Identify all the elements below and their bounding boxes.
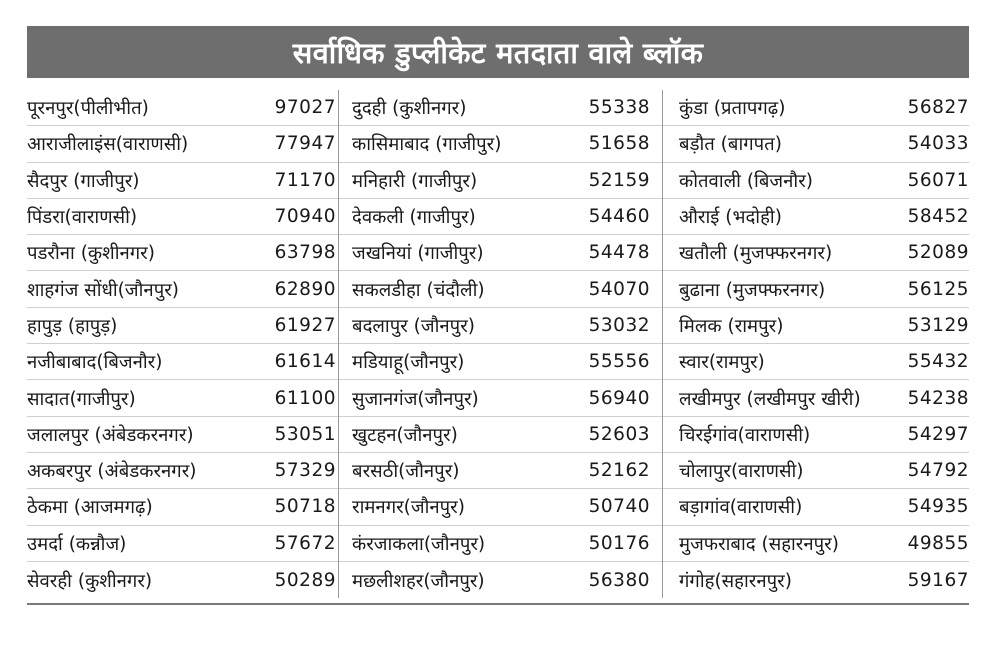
block-name: चोलापुर(वाराणसी) [679, 461, 804, 483]
duplicate-voter-count: 70940 [274, 206, 336, 228]
table-row [663, 562, 969, 598]
table-row [663, 417, 969, 453]
table-row [27, 344, 338, 380]
duplicate-voter-count: 59167 [907, 569, 969, 591]
block-name: बरसठी(जौनपुर) [352, 461, 460, 483]
duplicate-voter-count: 62890 [274, 278, 336, 300]
block-name: सुजानगंज(जौनपुर) [352, 388, 479, 410]
table-row [339, 344, 662, 380]
duplicate-voter-count: 97027 [274, 97, 336, 119]
block-name: आराजीलाइंस(वाराणसी) [27, 134, 189, 156]
block-name: मछलीशहर(जौनपुर) [352, 570, 485, 592]
duplicate-voter-count: 56125 [907, 278, 969, 300]
duplicate-voter-count: 53051 [274, 423, 336, 445]
table-row [339, 417, 662, 453]
table-title: सर्वाधिक डुप्लीकेट मतदाता वाले ब्लॉक [27, 26, 969, 78]
block-name: दुदही (कुशीनगर) [352, 98, 467, 120]
table-row [339, 380, 662, 416]
table-row [339, 90, 662, 126]
duplicate-voter-count: 50740 [588, 496, 650, 518]
block-name: शाहगंज सोंधी(जौनपुर) [27, 279, 179, 301]
duplicate-voter-count: 61100 [274, 387, 336, 409]
block-name: ठेकमा (आजमगढ़) [27, 497, 153, 519]
duplicate-voter-count: 56940 [588, 387, 650, 409]
table-row [27, 199, 338, 235]
table-row [339, 235, 662, 271]
table-row [339, 271, 662, 307]
table-row [663, 163, 969, 199]
table-row [27, 380, 338, 416]
table-row [663, 453, 969, 489]
column-3 [662, 90, 969, 598]
block-name: कोतवाली (बिजनौर) [679, 170, 813, 192]
duplicate-voter-count: 50718 [274, 496, 336, 518]
block-name: मडियाहू(जौनपुर) [352, 352, 465, 374]
duplicate-voter-count: 57329 [274, 460, 336, 482]
block-name: रामनगर(जौनपुर) [352, 497, 465, 519]
duplicate-voter-count: 54478 [588, 242, 650, 264]
duplicate-voter-count: 51658 [588, 133, 650, 155]
duplicate-voter-count: 53032 [588, 314, 650, 336]
block-name: बुढाना (मुजफ्फरनगर) [679, 279, 826, 301]
duplicate-voter-count: 61614 [274, 351, 336, 373]
table-row [27, 489, 338, 525]
block-name: नजीबाबाद(बिजनौर) [27, 352, 163, 374]
block-name: पिंडरा(वाराणसी) [27, 207, 138, 229]
table-row [339, 199, 662, 235]
table-row [27, 235, 338, 271]
block-name: मिलक (रामपुर) [679, 315, 784, 337]
block-name: चिरईगांव(वाराणसी) [679, 424, 811, 446]
duplicate-voter-count: 55556 [588, 351, 650, 373]
duplicate-voter-count: 50289 [274, 569, 336, 591]
duplicate-voter-count: 54935 [907, 496, 969, 518]
table-row [27, 453, 338, 489]
bottom-divider [27, 603, 969, 605]
duplicate-voter-count: 55338 [588, 97, 650, 119]
block-name: कंरजाकला(जौनपुर) [352, 533, 486, 555]
block-name: सकलडीहा (चंदौली) [352, 279, 485, 301]
block-name: कुंडा (प्रतापगढ़) [679, 98, 786, 120]
block-name: सादात(गाजीपुर) [27, 388, 136, 410]
block-name: उमर्दा (कन्नौज) [27, 533, 127, 555]
table-row [663, 90, 969, 126]
table-row [27, 562, 338, 598]
column-2 [338, 90, 662, 598]
blocks-table [27, 90, 969, 598]
table-row [27, 163, 338, 199]
duplicate-voter-count: 50176 [588, 532, 650, 554]
duplicate-voter-count: 55432 [907, 351, 969, 373]
table-row [663, 308, 969, 344]
duplicate-voter-count: 56827 [907, 97, 969, 119]
block-name: बड़ागांव(वाराणसी) [679, 497, 803, 519]
block-name: कासिमाबाद (गाजीपुर) [352, 134, 502, 156]
block-name: बदलापुर (जौनपुर) [352, 315, 475, 337]
duplicate-voter-count: 52603 [588, 423, 650, 445]
block-name: पूरनपुर(पीलीभीत) [27, 98, 149, 120]
block-name: मुजफराबाद (सहारनपुर) [679, 533, 839, 555]
duplicate-voter-count: 52159 [588, 169, 650, 191]
block-name: गंगोह(सहारनपुर) [679, 570, 792, 592]
table-row [339, 562, 662, 598]
block-name: औराई (भदोही) [679, 207, 782, 229]
table-row [663, 380, 969, 416]
table-row [663, 526, 969, 562]
table-row [27, 90, 338, 126]
table-row [339, 526, 662, 562]
table-row [663, 489, 969, 525]
duplicate-voter-count: 52089 [907, 242, 969, 264]
table-row [27, 271, 338, 307]
table-row [339, 489, 662, 525]
block-name: स्वार(रामपुर) [679, 352, 765, 374]
table-row [339, 163, 662, 199]
duplicate-voter-count: 58452 [907, 206, 969, 228]
table-row [663, 235, 969, 271]
duplicate-voter-count: 56071 [907, 169, 969, 191]
block-name: हापुड़ (हापुड़) [27, 315, 118, 337]
block-name: मनिहारी (गाजीपुर) [352, 170, 478, 192]
duplicate-voter-count: 61927 [274, 314, 336, 336]
table-row [663, 126, 969, 162]
duplicate-voter-count: 49855 [907, 532, 969, 554]
block-name: खतौली (मुजफ्फरनगर) [679, 243, 833, 265]
block-name: जखनियां (गाजीपुर) [352, 243, 484, 265]
table-row [27, 308, 338, 344]
duplicate-voter-count: 54033 [907, 133, 969, 155]
table-row [339, 308, 662, 344]
block-name: जलालपुर (अंबेडकरनगर) [27, 424, 194, 446]
duplicate-voter-count: 54792 [907, 460, 969, 482]
table-row [663, 199, 969, 235]
duplicate-voter-count: 56380 [588, 569, 650, 591]
table-row [27, 526, 338, 562]
duplicate-voter-count: 77947 [274, 133, 336, 155]
table-row [27, 126, 338, 162]
block-name: सैदपुर (गाजीपुर) [27, 170, 140, 192]
block-name: पडरौना (कुशीनगर) [27, 243, 155, 265]
duplicate-voter-count: 54070 [588, 278, 650, 300]
block-name: देवकली (गाजीपुर) [352, 207, 476, 229]
block-name: बड़ौत (बागपत) [679, 134, 782, 156]
block-name: सेवरही (कुशीनगर) [27, 570, 153, 592]
table-row [663, 271, 969, 307]
duplicate-voter-count: 71170 [274, 169, 336, 191]
table-row [339, 126, 662, 162]
table-row [663, 344, 969, 380]
duplicate-voter-count: 54238 [907, 387, 969, 409]
duplicate-voter-count: 54460 [588, 206, 650, 228]
table-row [27, 417, 338, 453]
block-name: खुटहन(जौनपुर) [352, 424, 458, 446]
duplicate-voter-count: 52162 [588, 460, 650, 482]
duplicate-voter-count: 57672 [274, 532, 336, 554]
block-name: अकबरपुर (अंबेडकरनगर) [27, 461, 197, 483]
column-1 [27, 90, 338, 598]
table-row [339, 453, 662, 489]
duplicate-voter-count: 53129 [907, 314, 969, 336]
duplicate-voter-count: 63798 [274, 242, 336, 264]
block-name: लखीमपुर (लखीमपुर खीरी) [679, 388, 861, 410]
duplicate-voter-count: 54297 [907, 423, 969, 445]
